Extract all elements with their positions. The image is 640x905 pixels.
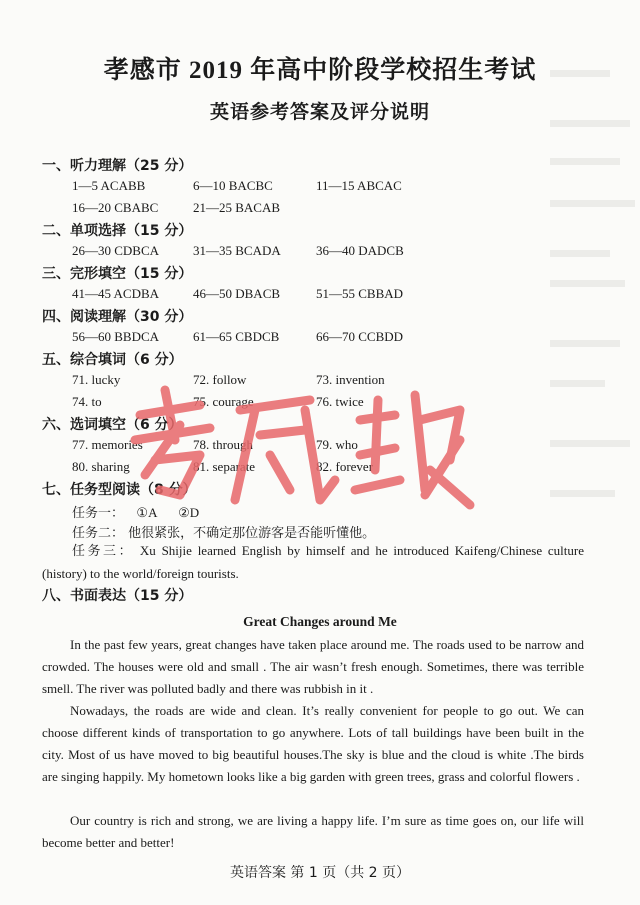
answer-cell: 26—30 CDBCA [72, 243, 160, 258]
answer-row [0, 178, 640, 196]
section-heading-word-choice: 六、选词填空（6 分） [42, 417, 183, 433]
answer-cell: 76. twice [316, 394, 364, 409]
answer-row [0, 329, 640, 347]
task-one-answer-a: ①A [136, 505, 158, 520]
answer-cell: 74. to [72, 394, 102, 409]
answer-cell: 61—65 CBDCB [193, 329, 280, 344]
task-one-label: 任务一： [72, 506, 125, 521]
answer-row [0, 459, 640, 477]
essay-title: Great Changes around Me [243, 614, 397, 629]
answer-cell: 21—25 BACAB [193, 200, 281, 215]
answer-cell: 81. separate [193, 459, 256, 474]
answer-cell: 41—45 ACDBA [72, 286, 160, 301]
answer-row [0, 372, 640, 390]
answer-cell: 36—40 DADCB [316, 243, 404, 258]
answer-cell: 75. courage [193, 394, 254, 409]
answer-row [0, 394, 640, 412]
task-three-label: 任务三： [72, 544, 135, 559]
answer-cell: 79. who [316, 437, 358, 452]
answer-cell: 71. lucky [72, 372, 121, 387]
task-one [72, 502, 199, 521]
essay-paragraph-1: In the past few years, great changes have taken place around me. The roads used to be narrow and crowded. The houses were old and small . The air wasn’t fresh enough. Sometimes, there was terrible smell. The river was polluted badly and there was rubbish in it . [42, 637, 584, 696]
answer-cell: 6—10 BACBC [193, 178, 273, 193]
answer-cell: 73. invention [316, 372, 385, 387]
answer-row [0, 437, 640, 455]
section-heading-reading: 四、阅读理解（30 分） [42, 309, 193, 325]
essay-paragraph-2: Nowadays, the roads are wide and clean. It’s really convenient for people to go out. We can choose different kinds of transportation to go anywhere. Lots of tall buildings have been built in the city. Most of us have moved to big beautiful houses.The sky is blue and the cloud is white .The birds are singing happily. My hometown looks like a big garden with green trees, grass and colorful flowers . [42, 703, 584, 784]
section-heading-writing: 八、书面表达（15 分） [42, 588, 193, 604]
answer-cell: 72. follow [193, 372, 247, 387]
answer-cell: 11—15 ABCAC [316, 178, 402, 193]
section-heading-listening: 一、听力理解（25 分） [42, 158, 193, 174]
answer-cell: 77. memories [72, 437, 143, 452]
page-subtitle: 英语参考答案及评分说明 [209, 102, 430, 123]
answer-row [0, 200, 640, 218]
task-two [72, 522, 375, 541]
page-title: 孝感市 2019 年高中阶段学校招生考试 [103, 57, 537, 84]
task-two-answer: 他很紧张，不确定那位游客是否能听懂他。 [128, 526, 376, 541]
answer-cell: 1—5 ACABB [72, 178, 146, 193]
answer-row [0, 286, 640, 304]
section-heading-word-fill: 五、综合填词（6 分） [42, 352, 183, 368]
answer-cell: 56—60 BBDCA [72, 329, 160, 344]
essay-paragraph-3: Our country is rich and strong, we are living a happy life. I’m sure as time goes on, our life will become better and better! [42, 813, 584, 850]
answer-row [0, 243, 640, 261]
task-one-answer-b: ②D [178, 505, 200, 520]
section-heading-single-choice: 二、单项选择（15 分） [42, 223, 193, 239]
answer-cell: 31—35 BCADA [193, 243, 281, 258]
section-heading-cloze: 三、完形填空（15 分） [42, 266, 193, 282]
page-footer: 英语答案 第 1 页（共 2 页） [229, 865, 411, 881]
answer-cell: 66—70 CCBDD [316, 329, 404, 344]
answer-cell: 78. through [193, 437, 253, 452]
task-three-answer: Xu Shijie learned English by himself and he introduced Kaifeng/Chinese culture (history) to the world/foreign tourists. [42, 543, 584, 581]
answer-cell: 46—50 DBACB [193, 286, 281, 301]
task-three [42, 540, 584, 585]
answer-cell: 16—20 CBABC [72, 200, 159, 215]
answer-cell: 80. sharing [72, 459, 130, 474]
answer-cell: 82. forever [316, 459, 374, 474]
task-two-label: 任务二： [72, 526, 125, 541]
answer-cell: 51—55 CBBAD [316, 286, 404, 301]
section-heading-task-reading: 七、任务型阅读（8 分） [42, 482, 197, 498]
